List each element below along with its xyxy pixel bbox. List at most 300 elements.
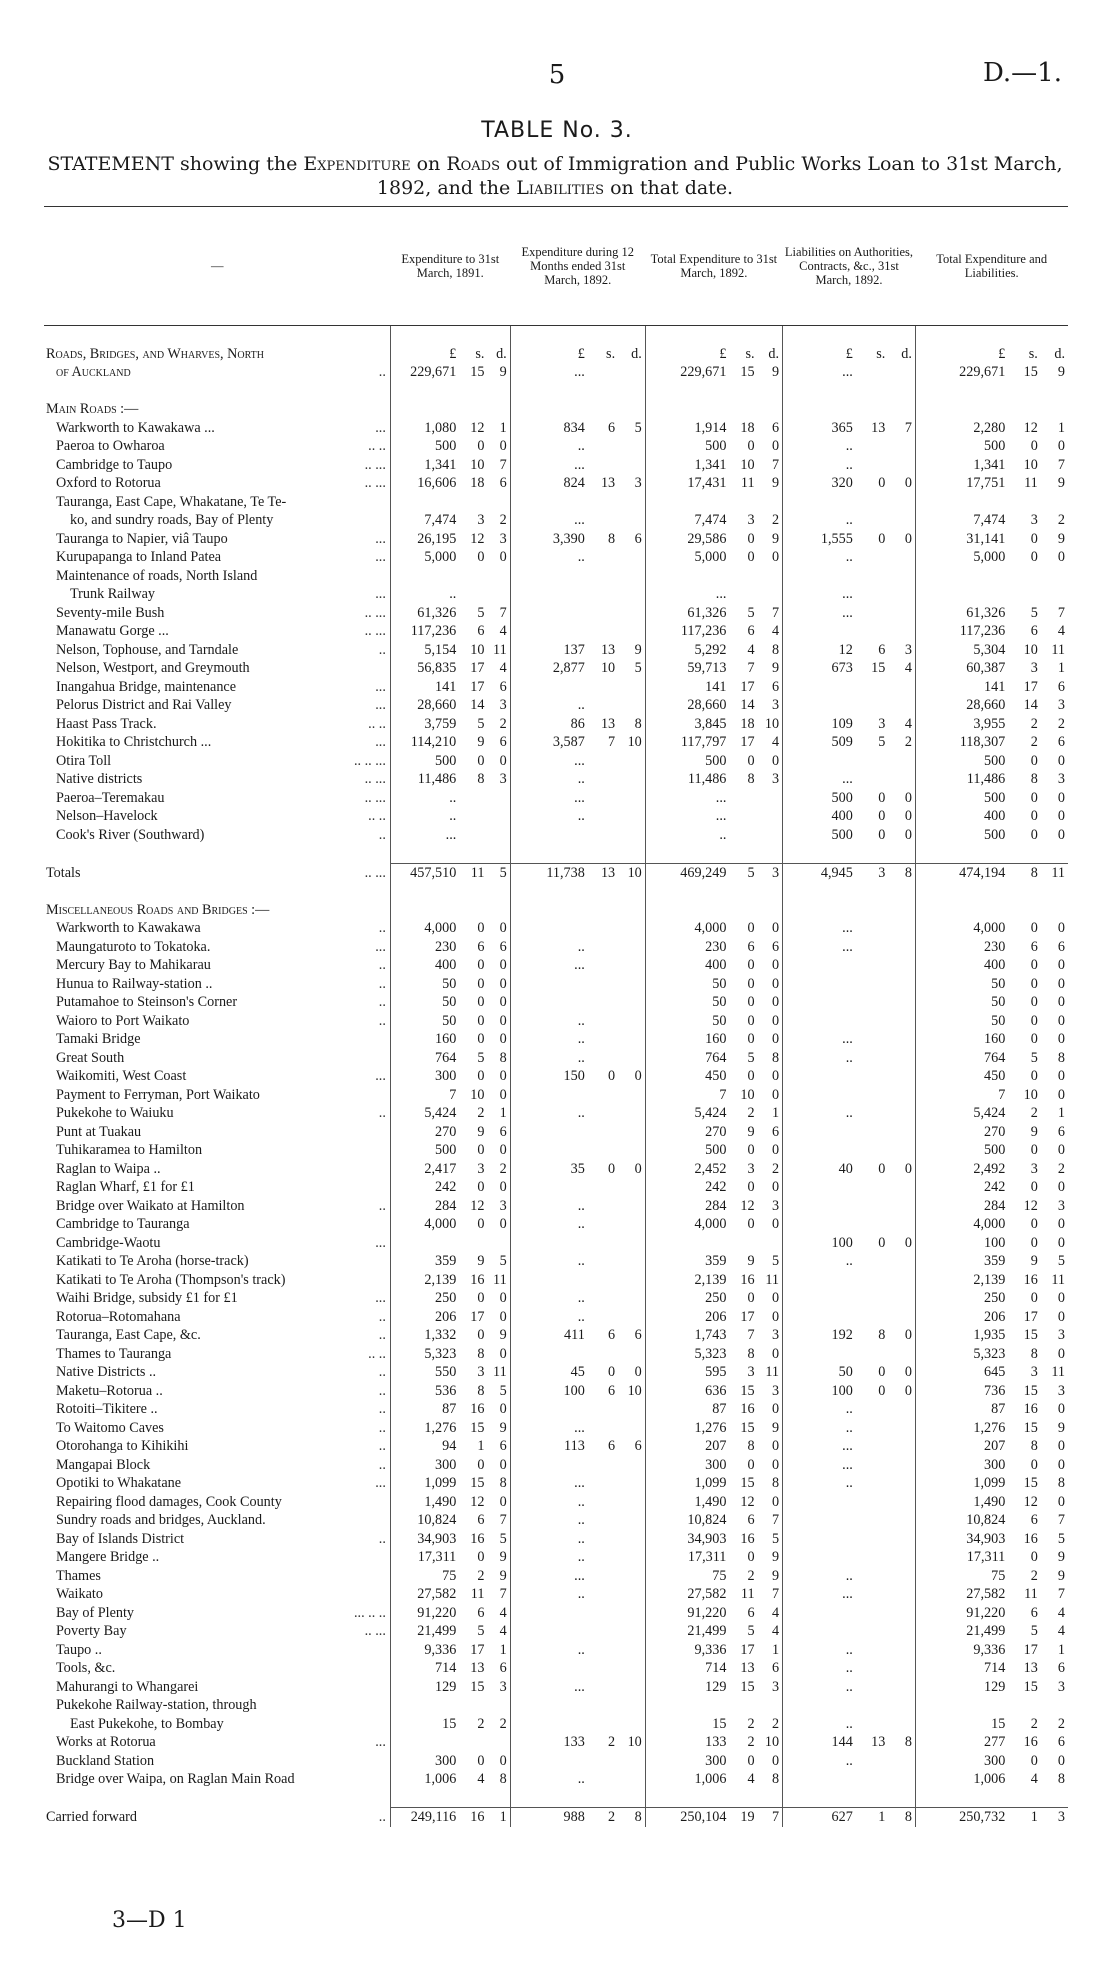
empty-cell bbox=[1042, 382, 1068, 401]
empty-cell bbox=[783, 326, 859, 345]
amount-pence: 9 bbox=[488, 1548, 510, 1567]
table-row bbox=[44, 1400, 1068, 1419]
amount-pence: 0 bbox=[488, 975, 510, 994]
amount-shillings: 15 bbox=[1023, 1382, 1038, 1399]
amount-pence: 2 bbox=[1057, 512, 1065, 528]
amount-pence: 0 bbox=[1057, 1234, 1065, 1251]
amount-shillings bbox=[859, 1474, 890, 1493]
row-label-text: Tuhikaramea to Hamilton bbox=[56, 1142, 203, 1158]
amount-pence: 0 bbox=[759, 1345, 783, 1364]
table-row bbox=[44, 1659, 1068, 1678]
amount-pounds: 50 bbox=[712, 994, 727, 1010]
amount-pence: 0 bbox=[1057, 1456, 1065, 1473]
amount-shillings: 17 bbox=[470, 1308, 485, 1325]
empty-cell bbox=[1011, 382, 1042, 401]
empty-cell bbox=[915, 493, 1011, 512]
amount-pence: 0 bbox=[889, 1160, 915, 1179]
empty-cell bbox=[488, 382, 510, 401]
amount-shillings: 0 bbox=[878, 789, 886, 806]
row-label bbox=[44, 1696, 390, 1715]
amount-pence: 0 bbox=[759, 993, 783, 1012]
amount-pounds: 1,490 bbox=[424, 1493, 457, 1510]
amount-pounds: 5,000 bbox=[424, 549, 457, 565]
amount-pence: 5 bbox=[1057, 1530, 1065, 1547]
amount-pounds: 1,332 bbox=[424, 1327, 457, 1343]
amount-pounds: 113 bbox=[564, 1438, 585, 1454]
empty-cell bbox=[859, 1086, 890, 1105]
table-row bbox=[44, 789, 1068, 808]
row-label bbox=[44, 733, 390, 752]
amount-pence: 0 bbox=[1057, 808, 1065, 824]
empty-cell bbox=[859, 882, 890, 901]
amount-pence: 7 bbox=[488, 1511, 510, 1530]
empty-cell bbox=[783, 1548, 859, 1567]
amount-pence: 10 bbox=[759, 715, 783, 734]
amount-pounds: 5,292 bbox=[694, 641, 727, 658]
amount-shillings: 18 bbox=[740, 419, 755, 436]
amount-shillings: 2 bbox=[591, 1808, 619, 1827]
amount-shillings bbox=[859, 770, 890, 789]
row-label-text: Paeroa to Owharoa bbox=[56, 438, 165, 454]
amount-pounds: 75 bbox=[442, 1567, 457, 1584]
statement-caption bbox=[40, 152, 1070, 200]
amount-pence: 6 bbox=[759, 938, 783, 957]
amount-shillings: 0 bbox=[747, 975, 755, 992]
table-row bbox=[44, 770, 1068, 789]
spacer-row bbox=[44, 326, 1068, 345]
empty-cell bbox=[591, 1456, 619, 1475]
amount-shillings: 0 bbox=[1030, 957, 1038, 973]
amount-pence: 3 bbox=[1057, 1678, 1065, 1695]
row-label bbox=[44, 1493, 390, 1512]
amount-shillings: 0 bbox=[477, 1012, 485, 1029]
amount-shillings: 3 bbox=[1030, 512, 1038, 528]
table-row bbox=[44, 1345, 1068, 1364]
amount-shillings bbox=[591, 1770, 619, 1789]
amount-shillings: 12 bbox=[1023, 1493, 1038, 1510]
amount-shillings: 0 bbox=[608, 1364, 616, 1380]
empty-cell bbox=[783, 1770, 859, 1789]
amount-pounds: 1,743 bbox=[694, 1327, 727, 1343]
amount-pounds: 87 bbox=[712, 1401, 727, 1417]
row-label-text: Cook's River (Southward) bbox=[56, 826, 205, 843]
amount-pence: 2 bbox=[488, 1160, 510, 1179]
amount-pence bbox=[619, 789, 645, 808]
empty-cell bbox=[859, 1493, 890, 1512]
amount-pence: 8 bbox=[889, 1808, 915, 1827]
header-expenditure-12-months: Expenditure during 12 Months ended 31st March, 1892. bbox=[510, 207, 645, 326]
amount-pounds: 5,323 bbox=[424, 1345, 457, 1362]
amount-pounds: .. bbox=[577, 1031, 585, 1047]
row-label bbox=[44, 956, 390, 975]
amount-pence: 0 bbox=[759, 975, 783, 994]
amount-pence: 1 bbox=[1057, 660, 1065, 676]
amount-shillings bbox=[591, 752, 619, 771]
statement-part: Expenditure bbox=[303, 153, 411, 175]
amount-pounds: ... bbox=[842, 938, 853, 955]
amount-pence: 3 bbox=[889, 641, 915, 660]
empty-cell bbox=[591, 1715, 619, 1734]
amount-shillings bbox=[859, 585, 890, 604]
empty-cell bbox=[591, 678, 619, 697]
amount-pence: 10 bbox=[619, 1733, 645, 1752]
empty-cell bbox=[619, 1400, 645, 1419]
amount-pounds: 229,671 bbox=[410, 364, 457, 380]
amount-shillings bbox=[591, 1678, 619, 1697]
empty-cell bbox=[889, 975, 915, 994]
amount-pounds: 34,903 bbox=[966, 1530, 1006, 1547]
amount-shillings: 11 bbox=[740, 475, 755, 491]
row-label bbox=[44, 1012, 390, 1031]
row-label bbox=[44, 696, 390, 715]
amount-shillings: 0 bbox=[477, 975, 485, 992]
amount-pounds: 365 bbox=[831, 419, 853, 436]
leader-dots: .. bbox=[378, 920, 386, 936]
amount-pence: 5 bbox=[488, 863, 510, 882]
empty-cell bbox=[783, 1067, 859, 1086]
header-expenditure-1891: Expenditure to 31st March, 1891. bbox=[390, 207, 510, 326]
table-row bbox=[44, 493, 1068, 512]
amount-pence bbox=[889, 1419, 915, 1438]
empty-cell bbox=[510, 882, 591, 901]
row-label bbox=[44, 345, 390, 364]
amount-pence: 0 bbox=[759, 1437, 783, 1456]
empty-cell bbox=[619, 493, 645, 512]
row-label bbox=[44, 1382, 390, 1401]
amount-shillings: 15 bbox=[470, 364, 485, 380]
amount-pounds: 21,499 bbox=[966, 1623, 1006, 1639]
amount-pence: 0 bbox=[1057, 920, 1065, 936]
empty-cell bbox=[859, 752, 890, 771]
amount-shillings: 0 bbox=[878, 1382, 886, 1399]
amount-pence: 11 bbox=[1051, 1271, 1065, 1288]
row-label bbox=[44, 382, 390, 401]
amount-pence: 2 bbox=[1057, 1715, 1065, 1732]
amount-shillings bbox=[462, 807, 488, 826]
amount-pounds: ... bbox=[842, 586, 853, 602]
amount-pounds: ... bbox=[842, 1438, 853, 1454]
amount-pounds: 4,000 bbox=[694, 920, 727, 936]
amount-shillings: 6 bbox=[747, 623, 755, 639]
amount-pence: 2 bbox=[1057, 1160, 1065, 1177]
amount-pence: 4 bbox=[488, 1604, 510, 1623]
amount-pounds: 474,194 bbox=[915, 863, 1011, 882]
amount-pence: 9 bbox=[759, 1548, 783, 1567]
statement-part: Roads bbox=[446, 153, 501, 175]
amount-pounds: 3,587 bbox=[552, 734, 585, 750]
row-label bbox=[44, 1086, 390, 1105]
empty-cell bbox=[889, 993, 915, 1012]
empty-cell bbox=[783, 975, 859, 994]
amount-pence bbox=[619, 511, 645, 530]
amount-pence: 0 bbox=[889, 1234, 915, 1253]
amount-shillings: 0 bbox=[747, 1290, 755, 1306]
amount-shillings: 0 bbox=[747, 1179, 755, 1195]
amount-pounds: 7,474 bbox=[973, 512, 1006, 528]
amount-shillings: 12 bbox=[1023, 419, 1038, 436]
amount-pounds: 714 bbox=[435, 1660, 457, 1676]
empty-cell bbox=[859, 1308, 890, 1327]
leader-dots: ... bbox=[375, 938, 386, 955]
empty-cell bbox=[859, 1530, 890, 1549]
leader-dots: .. ... bbox=[364, 771, 386, 787]
amount-shillings: 16 bbox=[740, 1530, 755, 1547]
row-label bbox=[44, 437, 390, 456]
amount-shillings: 0 bbox=[747, 752, 755, 769]
amount-pounds: ... bbox=[715, 586, 727, 602]
amount-pence: 8 bbox=[488, 1770, 510, 1789]
amount-pence bbox=[619, 938, 645, 957]
amount-shillings: 0 bbox=[477, 549, 485, 565]
amount-pence: 5 bbox=[759, 1530, 783, 1549]
amount-pounds: 270 bbox=[705, 1123, 727, 1140]
empty-cell bbox=[510, 1400, 591, 1419]
empty-cell bbox=[859, 844, 890, 863]
amount-pounds: ... bbox=[574, 1678, 585, 1695]
amount-pounds: ... bbox=[574, 512, 585, 528]
row-label bbox=[44, 548, 390, 567]
amount-pounds: 500 bbox=[435, 1142, 457, 1158]
row-label-text: East Pukekohe, to Bombay bbox=[70, 1715, 224, 1732]
amount-shillings: 0 bbox=[1030, 808, 1038, 824]
amount-pence: 9 bbox=[488, 1326, 510, 1345]
empty-cell bbox=[462, 493, 488, 512]
row-label-text: Miscellaneous Roads and Bridges :— bbox=[46, 901, 270, 918]
amount-pence: 0 bbox=[488, 1308, 510, 1327]
row-label-text: Tauranga to Napier, viâ Taupo bbox=[56, 530, 228, 547]
amount-pounds: 11,738 bbox=[510, 863, 591, 882]
empty-cell bbox=[859, 1215, 890, 1234]
amount-pence: 4 bbox=[759, 1622, 783, 1641]
amount-pounds: .. bbox=[577, 1290, 585, 1306]
empty-cell bbox=[1011, 585, 1042, 604]
amount-pounds: 250 bbox=[435, 1290, 457, 1306]
table-row bbox=[44, 511, 1068, 530]
amount-shillings: 0 bbox=[608, 1160, 616, 1177]
row-label-text: Waihi Bridge, subsidy £1 for £1 bbox=[56, 1290, 238, 1306]
empty-cell bbox=[510, 826, 591, 845]
amount-pounds: .. bbox=[577, 697, 585, 713]
row-label bbox=[44, 622, 390, 641]
amount-pence: 0 bbox=[1057, 1142, 1065, 1158]
table-row bbox=[44, 604, 1068, 623]
row-label bbox=[44, 659, 390, 678]
amount-shillings: 6 bbox=[477, 938, 485, 955]
amount-shillings: 10 bbox=[470, 1086, 485, 1103]
amount-pence: 1 bbox=[488, 419, 510, 438]
amount-shillings: 8 bbox=[477, 771, 485, 787]
amount-pounds: 636 bbox=[705, 1382, 727, 1399]
amount-pence: 1 bbox=[759, 1641, 783, 1660]
amount-shillings: 2 bbox=[608, 1734, 616, 1750]
amount-shillings: 3 bbox=[1030, 1364, 1038, 1380]
amount-pounds: 28,660 bbox=[417, 697, 457, 713]
empty-cell bbox=[619, 400, 645, 419]
empty-cell bbox=[591, 604, 619, 623]
amount-pounds: 7,474 bbox=[424, 512, 457, 528]
amount-shillings: 0 bbox=[1030, 1456, 1038, 1473]
amount-pounds: 1,490 bbox=[694, 1493, 727, 1510]
row-label-text: Waioro to Port Waikato bbox=[56, 1012, 190, 1029]
amount-pounds: 300 bbox=[435, 1068, 457, 1084]
amount-pounds: 11,486 bbox=[417, 771, 457, 787]
amount-shillings bbox=[591, 1530, 619, 1549]
empty-cell bbox=[619, 1178, 645, 1197]
amount-pounds: 500 bbox=[435, 438, 457, 454]
amount-pounds: 160 bbox=[705, 1031, 727, 1047]
amount-pence bbox=[889, 1678, 915, 1697]
amount-shillings: 0 bbox=[1030, 1142, 1038, 1158]
amount-pence: 8 bbox=[1057, 1771, 1065, 1787]
statement-part: on that date. bbox=[604, 177, 734, 199]
amount-pence: 2 bbox=[759, 1160, 783, 1179]
amount-pence: 3 bbox=[1057, 1382, 1065, 1399]
amount-shillings: 8 bbox=[477, 1345, 485, 1362]
table-row bbox=[44, 1123, 1068, 1142]
row-label bbox=[44, 752, 390, 771]
empty-cell bbox=[390, 493, 462, 512]
row-label bbox=[44, 1067, 390, 1086]
amount-pounds: 673 bbox=[831, 660, 853, 676]
amount-pence: 3 bbox=[488, 1678, 510, 1697]
empty-cell bbox=[859, 1511, 890, 1530]
amount-pence: 3 bbox=[759, 1197, 783, 1216]
amount-shillings bbox=[462, 585, 488, 604]
amount-pence: 8 bbox=[619, 1808, 645, 1827]
empty-cell bbox=[732, 400, 758, 419]
empty-cell bbox=[759, 901, 783, 920]
amount-shillings: 6 bbox=[477, 1604, 485, 1621]
amount-shillings: 12 bbox=[470, 1493, 485, 1510]
amount-shillings: 3 bbox=[747, 1364, 755, 1380]
amount-pence: 0 bbox=[889, 474, 915, 493]
empty-cell bbox=[645, 882, 732, 901]
amount-pence: 0 bbox=[1057, 1493, 1065, 1510]
amount-pounds: .. bbox=[577, 1049, 585, 1066]
row-label bbox=[44, 882, 390, 901]
amount-pence bbox=[619, 1215, 645, 1234]
amount-pounds: 242 bbox=[435, 1179, 457, 1195]
amount-pounds: 11,486 bbox=[687, 771, 727, 787]
row-label bbox=[44, 493, 390, 512]
amount-shillings: 10 bbox=[1023, 456, 1038, 473]
row-label-text: Sundry roads and bridges, Auckland. bbox=[56, 1512, 266, 1528]
amount-shillings: 0 bbox=[477, 957, 485, 973]
amount-pence: 2 bbox=[1057, 715, 1065, 732]
table-row bbox=[44, 1012, 1068, 1031]
empty-cell bbox=[889, 622, 915, 641]
empty-cell bbox=[732, 326, 758, 345]
leader-dots: ... bbox=[375, 549, 386, 565]
amount-shillings: 17 bbox=[1023, 678, 1038, 695]
amount-shillings: 8 bbox=[1030, 1438, 1038, 1454]
amount-pounds: ... bbox=[574, 957, 585, 973]
empty-cell bbox=[619, 1456, 645, 1475]
amount-pounds: 21,499 bbox=[687, 1623, 727, 1639]
amount-pence: 6 bbox=[1057, 1734, 1065, 1750]
empty-cell bbox=[510, 844, 591, 863]
amount-pence bbox=[619, 1770, 645, 1789]
amount-pounds: .. bbox=[845, 1419, 853, 1436]
amount-pounds: 29,586 bbox=[687, 530, 727, 547]
leader-dots: .. bbox=[378, 1419, 386, 1436]
amount-pence: 6 bbox=[488, 1659, 510, 1678]
amount-pounds: 1,555 bbox=[820, 530, 853, 547]
empty-cell bbox=[591, 1123, 619, 1142]
leader-dots: ... bbox=[375, 586, 386, 602]
amount-pounds: 160 bbox=[984, 1031, 1006, 1047]
empty-cell bbox=[462, 901, 488, 920]
amount-pounds: 192 bbox=[831, 1327, 853, 1343]
empty-cell bbox=[619, 604, 645, 623]
table-row bbox=[44, 1197, 1068, 1216]
amount-pounds: ... bbox=[842, 771, 853, 787]
amount-shillings: 6 bbox=[747, 938, 755, 955]
amount-shillings: 5 bbox=[747, 604, 755, 621]
amount-pence: 0 bbox=[1057, 957, 1065, 973]
amount-pence: 2 bbox=[488, 1715, 510, 1734]
empty-cell bbox=[488, 567, 510, 586]
amount-pounds: 61,326 bbox=[417, 604, 457, 621]
amount-pounds: 300 bbox=[435, 1752, 457, 1769]
empty-cell bbox=[1042, 585, 1068, 604]
amount-pounds: 300 bbox=[705, 1752, 727, 1769]
unit-label: £ bbox=[845, 345, 853, 362]
amount-pounds: .. bbox=[845, 438, 853, 454]
amount-pounds: 764 bbox=[984, 1049, 1006, 1066]
amount-pounds: 91,220 bbox=[417, 1604, 457, 1621]
row-label-text: Warkworth to Kawakawa bbox=[56, 920, 201, 936]
amount-pence: 8 bbox=[759, 1049, 783, 1068]
amount-pence: 4 bbox=[1057, 1604, 1065, 1621]
row-label-text: Thames bbox=[56, 1567, 101, 1584]
amount-pence: 11 bbox=[488, 641, 510, 660]
row-label-text: Bridge over Waipa, on Raglan Main Road bbox=[56, 1771, 295, 1787]
row-label-text: Works at Rotorua bbox=[56, 1734, 156, 1750]
amount-shillings: 9 bbox=[477, 734, 485, 750]
amount-shillings: 0 bbox=[747, 1752, 755, 1769]
amount-shillings: 15 bbox=[740, 1475, 755, 1491]
amount-pounds: 10,824 bbox=[417, 1512, 457, 1528]
amount-pounds: 35 bbox=[570, 1160, 585, 1177]
empty-cell bbox=[859, 1604, 890, 1623]
amount-pounds: 270 bbox=[984, 1123, 1006, 1140]
empty-cell bbox=[591, 622, 619, 641]
amount-pence bbox=[619, 1104, 645, 1123]
empty-cell bbox=[732, 901, 758, 920]
amount-shillings: 17 bbox=[470, 678, 485, 695]
empty-cell bbox=[488, 493, 510, 512]
amount-shillings: 3 bbox=[477, 1160, 485, 1177]
amount-pence bbox=[759, 807, 783, 826]
amount-pence bbox=[889, 437, 915, 456]
amount-pence: 8 bbox=[759, 641, 783, 660]
amount-shillings bbox=[591, 363, 619, 382]
amount-pounds: 15 bbox=[991, 1715, 1006, 1732]
unit-label: d. bbox=[759, 345, 783, 364]
table-row bbox=[44, 641, 1068, 660]
amount-pounds: 117,236 bbox=[680, 623, 727, 639]
row-label bbox=[44, 604, 390, 623]
amount-pence: 6 bbox=[1057, 678, 1065, 695]
amount-pounds: 87 bbox=[442, 1401, 457, 1417]
amount-pence bbox=[619, 696, 645, 715]
empty-cell bbox=[510, 1622, 591, 1641]
amount-pence: 8 bbox=[488, 1049, 510, 1068]
row-label-text: Pelorus District and Rai Valley bbox=[56, 697, 232, 713]
amount-pence: 0 bbox=[759, 1012, 783, 1031]
amount-pence: 9 bbox=[1057, 530, 1065, 547]
